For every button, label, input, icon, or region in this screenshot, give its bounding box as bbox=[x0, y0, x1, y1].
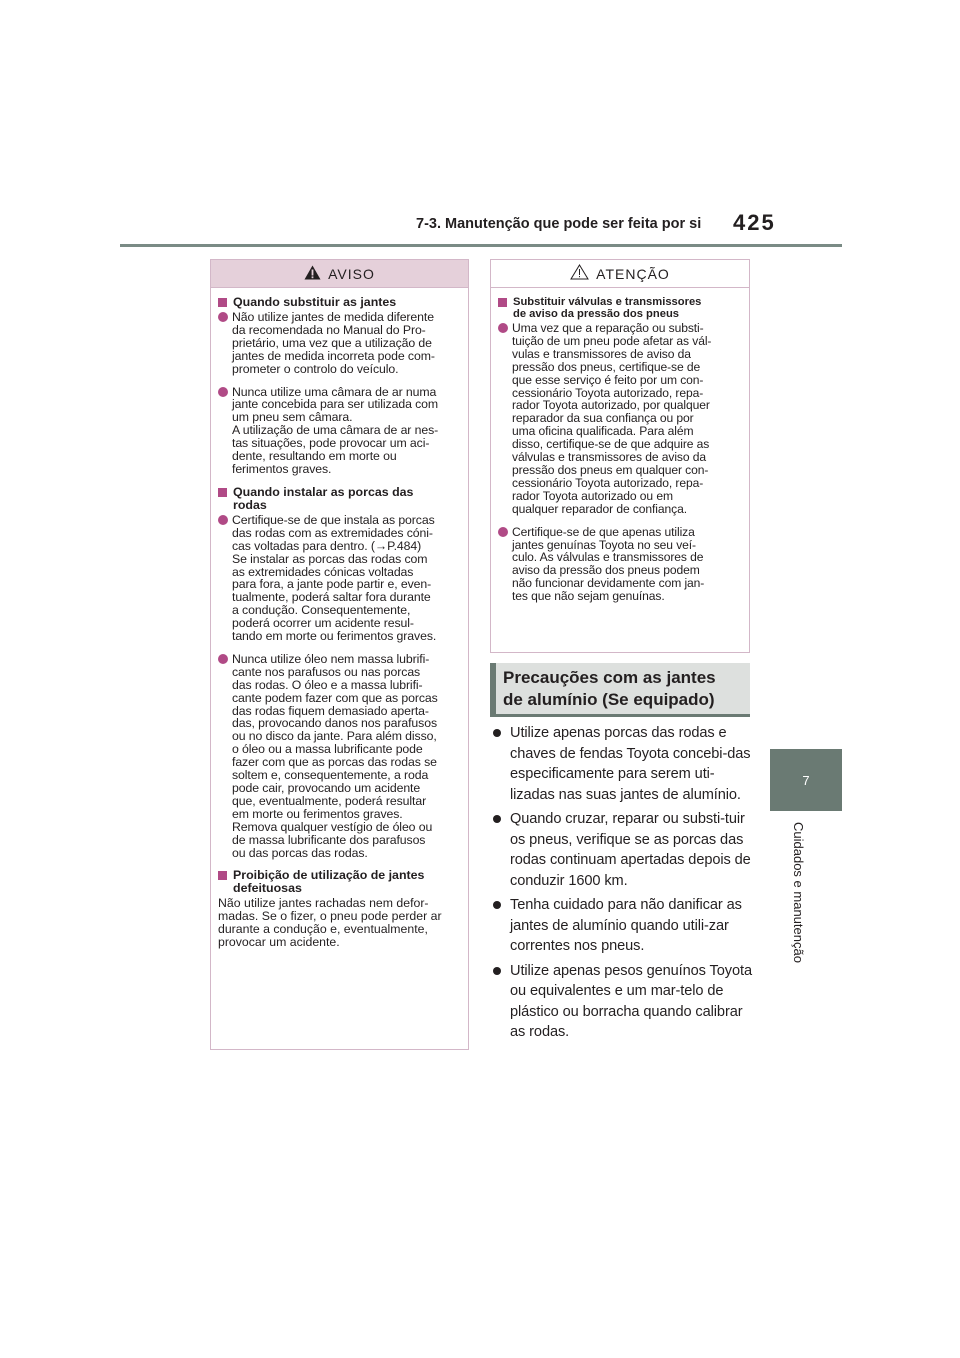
warning-section-title: Quando instalar as porcas das rodas bbox=[218, 486, 460, 512]
square-bullet-icon bbox=[498, 298, 507, 307]
chapter-number: 7 bbox=[802, 772, 810, 788]
header-rule bbox=[120, 244, 842, 247]
bullet-icon bbox=[493, 815, 501, 823]
chapter-tab bbox=[770, 749, 842, 811]
bullet-list bbox=[492, 723, 752, 1047]
caution-title: ATENÇÃO bbox=[596, 265, 670, 282]
square-bullet-icon bbox=[218, 488, 227, 497]
caution-triangle-icon bbox=[570, 264, 589, 283]
warning-box bbox=[210, 259, 469, 1050]
bullet-icon bbox=[493, 729, 501, 737]
section-heading: Precauções com as jantes de alumínio (Se equipado) bbox=[490, 663, 750, 717]
square-bullet-icon bbox=[218, 298, 227, 307]
warning-item: Nunca utilize uma câmara de ar numa jante concebida para ser utilizada com um pneu sem câmara. A utilização de uma câmara de ar nes- tas situações, pode provocar um aci- dente, resultando em morte ou ferimentos graves. bbox=[218, 386, 460, 476]
list-item: Tenha cuidado para não danificar as jantes de alumínio quando utili-zar correntes nos pneus. bbox=[492, 895, 752, 957]
list-item: Quando cruzar, reparar ou substi-tuir os pneus, verifique se as porcas das rodas continuam apertadas depois de conduzir 1600 km. bbox=[492, 809, 752, 891]
page-number: 425 bbox=[733, 210, 776, 235]
bullet-icon bbox=[493, 967, 501, 975]
caution-item: Certifique-se de que apenas utiliza jantes genuínas Toyota no seu veí- culo. As válvulas e transmissores de aviso da pressão dos pneus podem não funcionar devidamente com jan- tes que não sejam genuínas. bbox=[498, 526, 741, 603]
dot-bullet-icon bbox=[218, 387, 228, 397]
warning-item: Nunca utilize óleo nem massa lubrifi- cante nos parafusos ou nas porcas das rodas. O óleo e a massa lubrifi- cante podem fazer com que as porcas das rodas fiquem demasiado aperta- das, provocando danos nos parafusos ou no disco da jante. Para além disso, o óleo ou a massa lubrificante pode fazer com que as porcas das rodas se soltem e, consequentemente, a roda pode cair, provocando um acidente que, eventualmente, poderá resultar em morte ou ferimentos graves. Remova qualquer vestígio de óleo ou de massa lubrificante dos parafusos ou das porcas das rodas. bbox=[218, 653, 460, 860]
list-item: Utilize apenas pesos genuínos Toyota ou equivalentes e um mar-telo de plástico ou borracha quando calibrar as rodas. bbox=[492, 961, 752, 1043]
bullet-icon bbox=[493, 901, 501, 909]
dot-bullet-icon bbox=[218, 312, 228, 322]
square-bullet-icon bbox=[218, 871, 227, 880]
caution-section-title: Substituir válvulas e transmissores de aviso da pressão dos pneus bbox=[498, 296, 741, 320]
caution-box bbox=[490, 259, 750, 653]
warning-title: AVISO bbox=[328, 265, 375, 282]
caution-item: Uma vez que a reparação ou substi- tuição de um pneu pode afetar as vál- vulas e transmissores de aviso da pressão dos pneus, certifique-se de que esse serviço é feito por um con- cessionário Toyota autorizado, repa- rador Toyota autorizado, por qualquer reparador da sua confiança ou por uma oficina qualificada. Para além disso, certifique-se de que adquire as válvulas e transmissores de aviso da pressão dos pneus em qualquer con- cessionário Toyota autorizado, repa- rador Toyota autorizado ou em qualquer reparador de confiança. bbox=[498, 322, 741, 516]
warning-section-title: Proibição de utilização de jantes defeituosas bbox=[218, 869, 460, 895]
section-title: 7-3. Manutenção que pode ser feita por si bbox=[416, 216, 702, 232]
warning-item: Certifique-se de que instala as porcas das rodas com as extremidades cóni- cas voltadas para dentro. (→P.484) Se instalar as porcas das rodas com as extremidades cónicas voltadas para fora, a jante pode partir e, even- tualmente, poderá saltar fora durante a condução. Consequentemente, poderá ocorrer um acidente resul- tando em morte ou ferimentos graves. bbox=[218, 514, 460, 643]
warning-paragraph: Não utilize jantes rachadas nem defor- madas. Se o fizer, o pneu pode perder ar durante a condução e, eventualmente, provocar um acidente. bbox=[218, 896, 442, 950]
warning-section-title: Quando substituir as jantes bbox=[218, 296, 460, 309]
dot-bullet-icon bbox=[218, 654, 228, 664]
chapter-label: Cuidados e manutenção bbox=[791, 822, 806, 963]
dot-bullet-icon bbox=[498, 323, 508, 333]
caution-header bbox=[491, 260, 749, 288]
warning-header bbox=[211, 260, 468, 288]
list-item: Utilize apenas porcas das rodas e chaves de fendas Toyota concebi-das especificamente para serem uti-lizadas nas suas jantes de alumínio. bbox=[492, 723, 752, 805]
dot-bullet-icon bbox=[218, 515, 228, 525]
dot-bullet-icon bbox=[498, 527, 508, 537]
warning-item: Não utilize jantes de medida diferente da recomendada no Manual do Pro- prietário, uma vez que a utilização de jantes de medida incorreta pode com- prometer o controlo do veículo. bbox=[218, 311, 460, 376]
warning-triangle-icon bbox=[304, 265, 321, 283]
